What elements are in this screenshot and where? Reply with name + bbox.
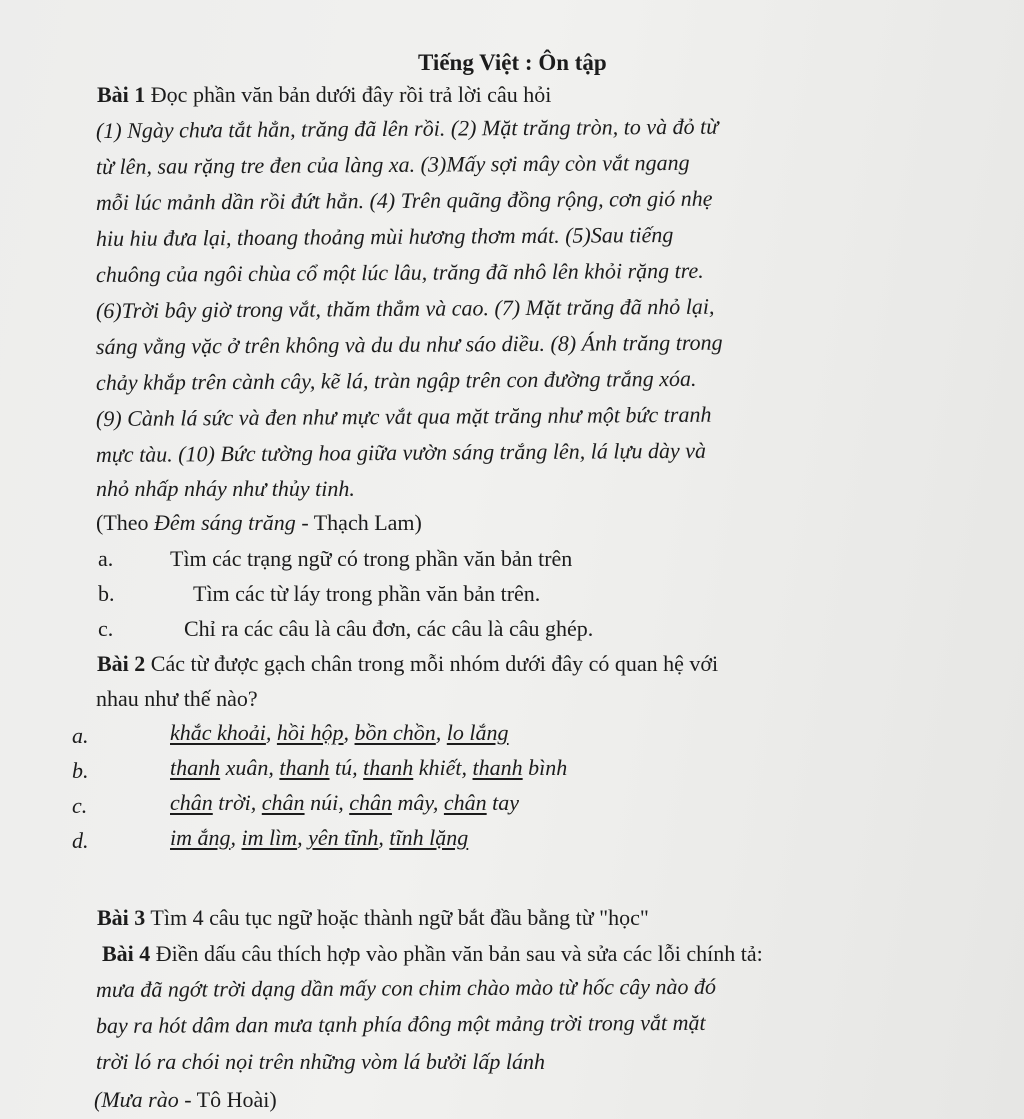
group-b-word-3: thanh [363, 755, 414, 780]
group-a-marker: a. [72, 723, 89, 748]
group-d-marker: d. [72, 828, 89, 853]
group-c-word-3: chân [349, 790, 392, 815]
group-c-word-4: chân [443, 790, 487, 815]
bai1-passage-line-11: nhỏ nhấp nháy như thủy tinh. [96, 476, 355, 501]
bai3-heading [97, 905, 649, 931]
group-a-word-1: khắc khoải [170, 720, 266, 745]
bai3-label: Bài 3 [97, 905, 146, 930]
bai4-label: Bài 4 [102, 941, 151, 966]
bai1-passage-line-10: mực tàu. (10) Bức tường hoa giữa vườn sáng trắng lên, lá lựu dày và [95, 437, 707, 467]
group-a-word-3: bồn chồn [354, 720, 436, 745]
bai4-heading [102, 941, 763, 967]
bai1-instruction: Đọc phần văn bản dưới đây rồi trả lời câu hỏi [150, 82, 552, 107]
group-a-word-4: lo lắng [446, 720, 509, 745]
bai1-passage-line-1: (1) Ngày chưa tắt hẳn, trăng đã lên rồi. (2) Mặt trăng tròn, to và đỏ từ [95, 113, 719, 143]
bai1-passage-line-8: chảy khắp trên cành cây, kẽ lá, tràn ngập trên con đường trắng xóa. [95, 365, 697, 395]
group-c-word-1: chân [170, 790, 213, 815]
bai1-heading [97, 82, 551, 108]
group-b-word-2: thanh [279, 755, 330, 780]
question-c-marker: c. [98, 616, 114, 641]
bai1-passage-line-4: hiu hiu đưa lại, thoang thoảng mùi hương thơm mát. (5)Sau tiếng [95, 221, 674, 251]
bai1-label: Bài 1 [97, 82, 146, 107]
question-c-text: Chỉ ra các câu là câu đơn, các câu là câu ghép. [184, 616, 594, 641]
bai4-passage-line-2: bay ra hót dâm dan mưa tạnh phía đông một mảng trời trong vắt mặt [95, 1009, 706, 1038]
bai4-passage-line-1: mưa đã ngớt trời dạng dần mấy con chim chào mào từ hốc cây nào đó [95, 973, 717, 1002]
bai4-passage-line-3: trời ló ra chói nọi trên những vòm lá bưởi lấp lánh [96, 1049, 545, 1074]
question-b-marker: b. [98, 581, 115, 606]
bai1-passage-line-9: (9) Cành lá sức và đen như mực vắt qua mặt trăng như một bức tranh [95, 401, 712, 431]
group-d-word-3: yên tĩnh [308, 825, 379, 850]
group-a-word-2: hồi hộp [276, 720, 344, 745]
page-title: Tiếng Việt : Ôn tập [418, 50, 607, 75]
bai1-passage-line-3: mỗi lúc mảnh dần rồi đứt hẳn. (4) Trên quãng đồng rộng, cơn gió nhẹ [95, 185, 713, 215]
question-a-text: Tìm các trạng ngữ có trong phần văn bản trên [170, 546, 573, 571]
bai1-passage-line-6: (6)Trời bây giờ trong vắt, thăm thẳm và cao. (7) Mặt trăng đã nhỏ lại, [95, 293, 715, 323]
group-a-words: khắc khoải, hồi hộp, bồn chồn, lo lắng [170, 720, 509, 745]
group-d-words: im ắng, im lìm, yên tĩnh, tĩnh lặng [170, 825, 469, 850]
bai4-source [94, 1087, 277, 1113]
bai4-source-suffix: - Tô Hoài) [178, 1087, 277, 1112]
group-c-words: chân trời, chân núi, chân mây, chân tay [170, 790, 520, 815]
bai2-heading [97, 651, 718, 677]
question-b-text: Tìm các từ láy trong phần văn bản trên. [193, 581, 541, 606]
group-b-word-1: thanh [170, 755, 221, 780]
group-b-word-4: thanh [472, 755, 523, 780]
bai4-source-title: (Mưa rào [94, 1087, 179, 1112]
question-a-marker: a. [98, 546, 114, 571]
bai1-passage-line-7: sáng vằng vặc ở trên không và du du như sáo diều. (8) Ánh trăng trong [95, 329, 723, 359]
bai1-passage-line-2: từ lên, sau rặng tre đen của làng xa. (3)Mấy sợi mây còn vắt ngang [95, 149, 690, 179]
bai3-text: Tìm 4 câu tục ngữ hoặc thành ngữ bắt đầu bằng từ "học" [150, 905, 649, 930]
bai2-instruction-line-1: Các từ được gạch chân trong mỗi nhóm dưới đây có quan hệ với [150, 651, 719, 676]
bai1-passage-line-5: chuông của ngôi chùa cổ một lúc lâu, trăng đã nhô lên khỏi rặng tre. [95, 257, 704, 287]
group-d-word-2: im lìm [241, 825, 298, 850]
bai2-instruction-line-2: nhau như thế nào? [96, 686, 258, 711]
bai1-source [96, 510, 422, 536]
bai2-label: Bài 2 [97, 651, 146, 676]
group-c-word-2: chân [261, 790, 305, 815]
group-c-marker: c. [72, 793, 88, 818]
group-d-word-1: im ắng [170, 825, 231, 850]
bai1-source-suffix: - Thạch Lam) [295, 510, 422, 535]
bai1-source-title: Đêm sáng trăng [154, 510, 296, 535]
group-b-words: thanh xuân, thanh tú, thanh khiết, thanh bình [170, 755, 568, 780]
bai1-source-prefix: (Theo [96, 510, 155, 535]
bai4-instruction: Điền dấu câu thích hợp vào phần văn bản sau và sửa các lỗi chính tả: [155, 941, 763, 966]
group-b-marker: b. [72, 758, 89, 783]
group-d-word-4: tĩnh lặng [389, 825, 469, 850]
